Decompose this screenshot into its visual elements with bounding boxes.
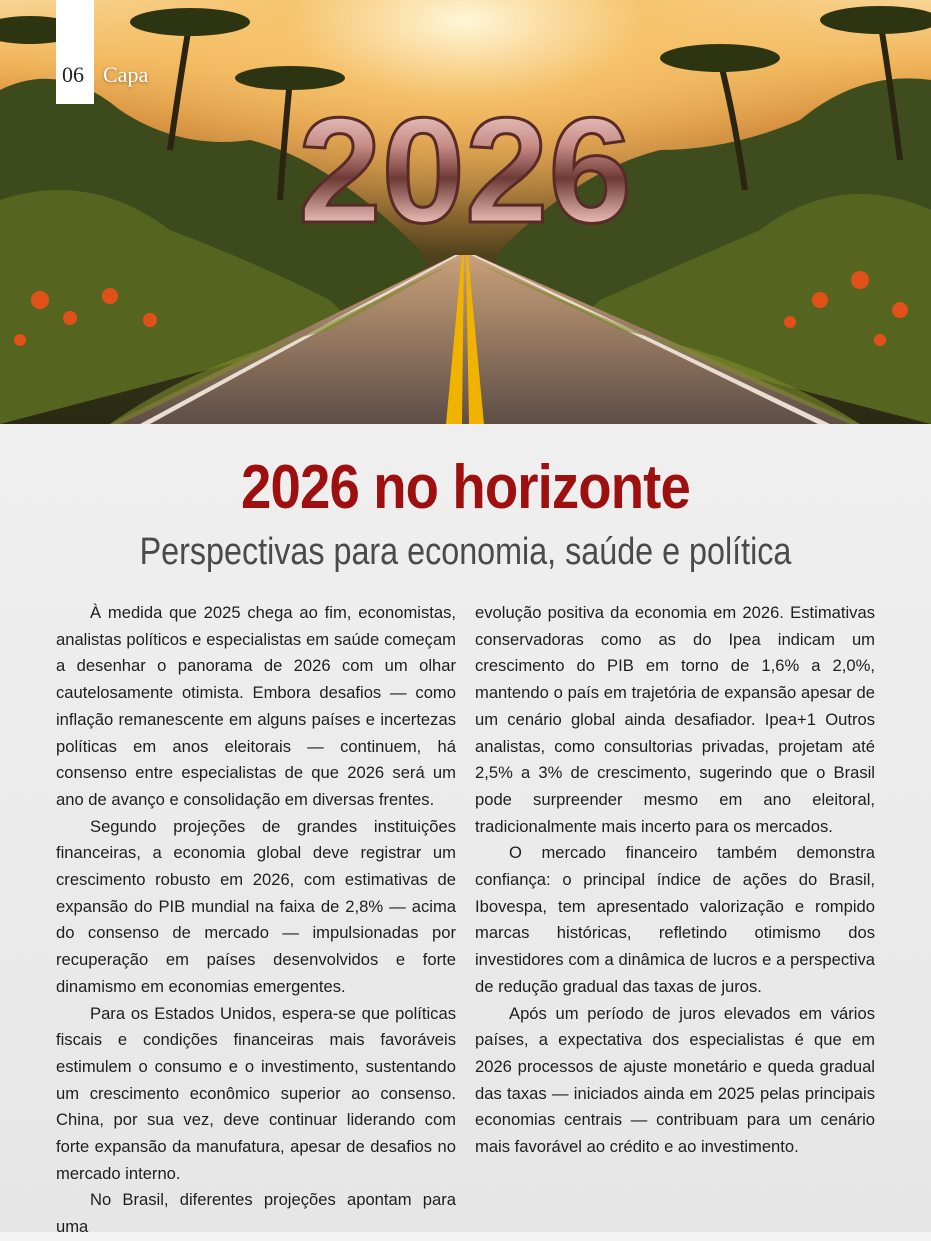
paragraph: À medida que 2025 chega ao fim, economistas, analistas políticos e especialistas em saúde começam a desenhar o panorama de 2026 com um olhar cautelosamente otimista. Embora desafios — como inflação remanescente em alguns países e incertezas políticas em anos eleitorais — continuem, há consenso entre especialistas de que 2026 será um ano de avanço e consolidação em diversas frentes. — [56, 603, 456, 809]
left-column — [56, 600, 456, 1241]
article-subtitle: Perspectivas para economia, saúde e política — [139, 531, 792, 573]
paragraph-continuation: evolução positiva da economia em 2026. Estimativas conservadoras como as do Ipea indicam um crescimento do PIB em torno de 1,6% a 2,0%, mantendo o país em trajetória de expansão apesar de um cenário global ainda desafiador. Ipea+1 Outros analistas, como consultorias privadas, projetam até 2,5% a 3% de crescimento, sugerindo que o Brasil pode surpreender mesmo em ano eleitoral, tradicionalmente mais incerto para os mercados. — [475, 603, 875, 836]
paragraph: No Brasil, diferentes projeções apontam para uma — [56, 1190, 456, 1237]
paragraph: O mercado financeiro também demonstra confiança: o principal índice de ações do Brasil, Ibovespa, tem apresentado valorização e rompido marcas históricas, refletindo otimismo dos investidores com a dinâmica de lucros e a perspectiva de redução gradual das taxas de juros. — [475, 843, 875, 996]
balloon-year-text: 2026 — [298, 86, 632, 254]
article-title: 2026 no horizonte — [241, 453, 690, 522]
paragraph: Após um período de juros elevados em vários países, a expectativa dos especialistas é que em 2026 processos de ajuste monetário e queda gradual das taxas — iniciados ainda em 2025 pelas principais economias centrais — contribuam para um cenário mais favorável ao crédito e ao investimento. — [475, 1003, 875, 1157]
page-tab — [56, 0, 94, 104]
paragraph: Segundo projeções de grandes instituições financeiras, a economia global deve registrar um crescimento robusto em 2026, com estimativas de expansão do PIB mundial na faixa de 2,8% — acima do consenso de mercado — impulsionadas por recuperação em países desenvolvidos e forte dinamismo em economias emergentes. — [56, 816, 456, 996]
section-label: Capa — [103, 62, 149, 87]
paragraph: Para os Estados Unidos, espera-se que políticas fiscais e condições financeiras mais favoráveis estimulem o consumo e o investimento, sustentando um crescimento econômico superior ao consenso. China, por sua vez, deve continuar liderando com forte expansão da manufatura, apesar de desafios no mercado interno. — [56, 1003, 456, 1183]
right-column — [475, 600, 875, 1161]
page-number: 06 — [62, 62, 84, 87]
